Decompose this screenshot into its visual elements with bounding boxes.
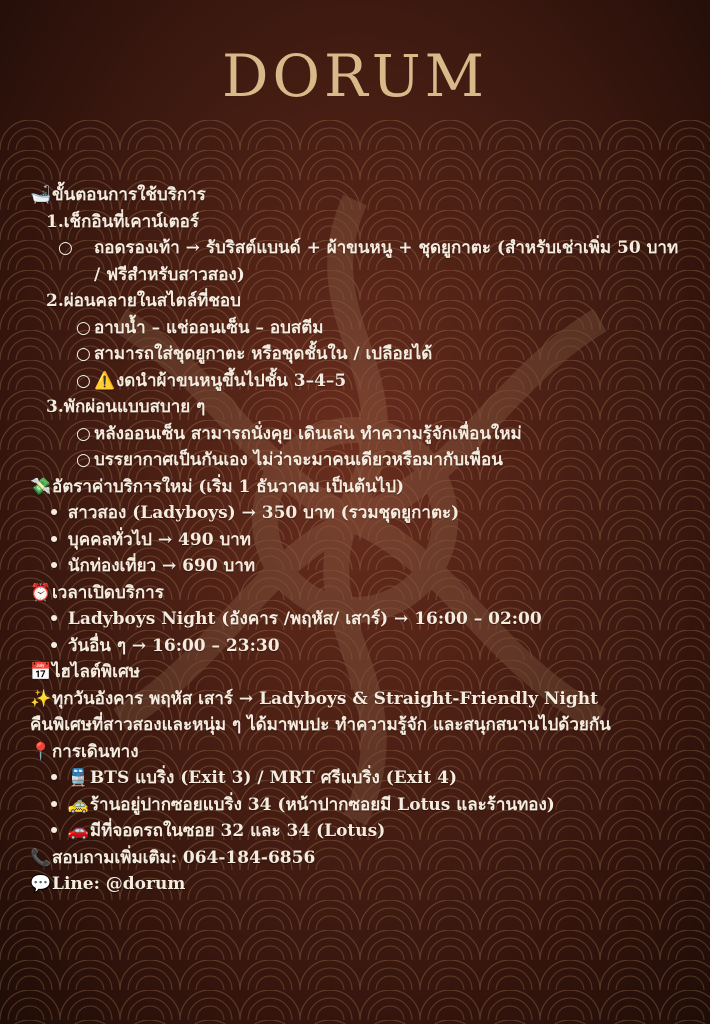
hours-item-1: • Ladyboys Night (อังคาร /พฤหัส/ เสาร์) → 16:00 – 02:00: [30, 606, 690, 633]
highlight-line-2: คืนพิเศษที่สาวสองและหนุ่ม ๆ ได้มาพบปะ ทำความรู้จัก และสนุกสนานไปด้วยกัน: [30, 715, 611, 735]
circle-bullet-icon: ○: [76, 344, 91, 364]
travel-item-1: • 🚆BTS แบริ่ง (Exit 3) / MRT ศรีแบริ่ง (Exit 4): [30, 765, 690, 792]
calendar-icon: 📅: [30, 662, 52, 682]
steps-heading: 🛁ขั้นตอนการใช้บริการ: [30, 182, 690, 209]
train-icon: 🚆: [67, 768, 90, 788]
travel-item-2: • 🚕ร้านอยู่ปากซอยแบริ่ง 34 (หน้าปากซอยมี Lotus และร้านทอง): [30, 792, 690, 819]
highlight-heading: 📅ไฮไลต์พิเศษ: [30, 659, 690, 686]
bullet-icon: •: [48, 821, 60, 841]
step-2-title: 2.ผ่อนคลายในสไตล์ที่ชอบ: [46, 291, 241, 311]
hours-heading: ⏰เวลาเปิดบริการ: [30, 580, 690, 607]
step-2-item-3: ○ ⚠️งดนำผ้าขนหนูขึ้นไปชั้น 3–4–5: [30, 368, 690, 395]
contact-phone[interactable]: 📞สอบถามเพิ่มเติม: 064-184-6856: [30, 845, 690, 872]
travel-item-3: • 🚗มีที่จอดรถในซอย 32 และ 34 (Lotus): [30, 818, 690, 845]
taxi-icon: 🚕: [67, 794, 90, 815]
hours-item-2: • วันอื่น ๆ → 16:00 – 23:30: [30, 633, 690, 660]
step-2-item-2: ○ สามารถใส่ชุดยูกาตะ หรือชุดชั้นใน / เปลือยได้: [30, 341, 690, 368]
circle-bullet-icon: ○: [76, 317, 91, 338]
bullet-icon: •: [48, 635, 60, 656]
step-3-item-1: ○ หลังออนเซ็น สามารถนั่งคุย เดินเล่น ทำความรู้จักเพื่อนใหม่: [30, 421, 690, 448]
step-1-item: ○ ถอดรองเท้า → รับริสต์แบนด์ + ผ้าขนหนู + ชุดยูกาตะ (สำหรับเช่าเพิ่ม 50 บาท / ฟรีสำหรับสาวสอง): [30, 235, 690, 288]
bathtub-icon: 🛁: [30, 185, 52, 205]
bullet-icon: •: [48, 529, 60, 550]
circle-bullet-icon: ○: [76, 450, 91, 470]
step-1-title: 1.เช็กอินที่เคาน์เตอร์: [46, 211, 199, 232]
circle-bullet-icon: ○: [58, 238, 73, 258]
alarm-clock-icon: ⏰: [30, 582, 52, 603]
money-icon: 💸: [30, 476, 52, 497]
step-3-title: 3.พักผ่อนแบบสบาย ๆ: [46, 397, 206, 417]
bullet-icon: •: [48, 503, 60, 523]
bullet-icon: •: [48, 556, 60, 576]
pricing-heading: 💸อัตราค่าบริการใหม่ (เริ่ม 1 ธันวาคม เป็นต้นไป): [30, 474, 690, 501]
circle-bullet-icon: ○: [76, 423, 91, 444]
pricing-item-1: • สาวสอง (Ladyboys) → 350 บาท (รวมชุดยูกาตะ): [30, 500, 690, 527]
bullet-icon: •: [48, 768, 60, 788]
bullet-icon: •: [48, 609, 60, 629]
brand-logo: DORUM: [222, 42, 488, 110]
sparkles-icon: ✨: [30, 688, 52, 709]
travel-heading: 📍การเดินทาง: [30, 739, 690, 766]
circle-bullet-icon: ○: [76, 370, 91, 391]
warning-icon: ⚠️: [94, 370, 116, 391]
step-2-item-1: ○ อาบน้ำ – แช่ออนเซ็น – อบสตีม: [30, 315, 690, 342]
bullet-icon: •: [48, 794, 60, 815]
step-3-item-2: ○ บรรยากาศเป็นกันเอง ไม่ว่าจะมาคนเดียวหรือมากับเพื่อน: [30, 447, 690, 474]
pricing-item-2: • บุคคลทั่วไป → 490 บาท: [30, 527, 690, 554]
contact-line[interactable]: 💬Line: @dorum: [30, 871, 690, 898]
speech-bubble-icon: 💬: [30, 874, 52, 894]
location-pin-icon: 📍: [30, 741, 52, 762]
info-content: [30, 182, 690, 898]
pricing-item-3: • นักท่องเที่ยว → 690 บาท: [30, 553, 690, 580]
highlight-line-1: ✨ทุกวันอังคาร พฤหัส เสาร์ → Ladyboys & Straight-Friendly Night: [30, 686, 690, 713]
car-icon: 🚗: [67, 821, 90, 841]
phone-icon: 📞: [30, 847, 52, 868]
